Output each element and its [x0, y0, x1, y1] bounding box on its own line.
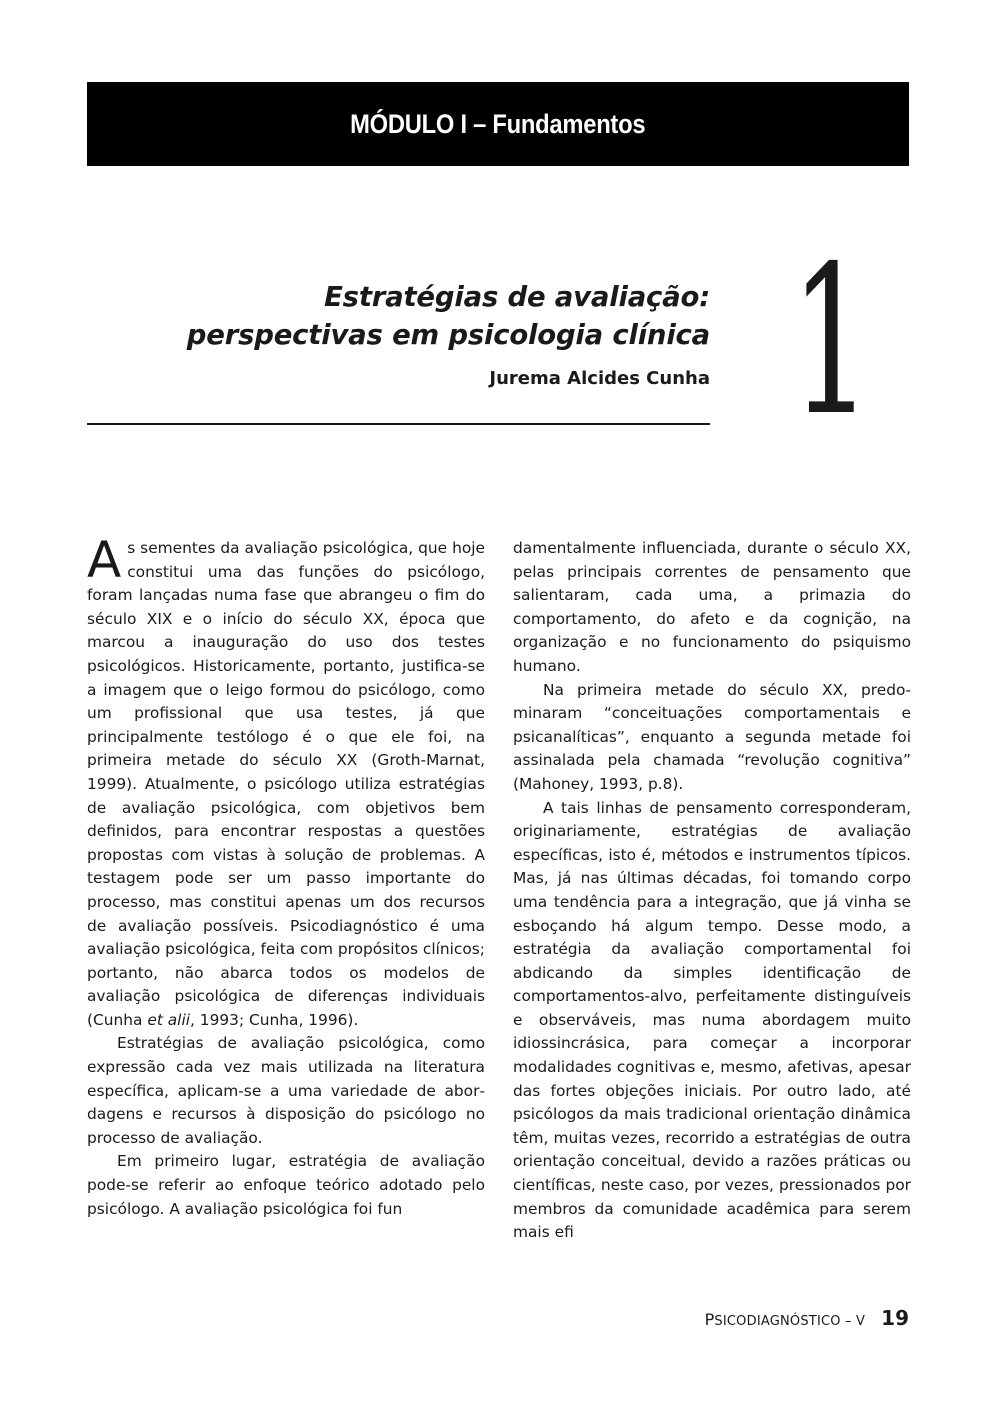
chapter-number: 1	[790, 223, 872, 461]
paragraph: Estratégias de avaliação psicológica, como expressão cada vez mais utilizada na literatura específica, aplicam-se a uma variedade de abordagens e recursos à disposição do psicólogo no processo de avaliação.	[87, 1034, 485, 1147]
chapter-author: Jurema Alcides Cunha	[489, 368, 710, 389]
running-footer	[705, 1310, 866, 1329]
page-footer	[705, 1306, 909, 1330]
module-banner	[87, 82, 909, 166]
chapter-title-line-1: Estratégias de avaliação:	[324, 281, 710, 313]
page-number: 19	[881, 1306, 909, 1330]
paragraph: damentalmente influenciada, durante o século XX, pelas principais correntes de pensamento que salientaram, cada uma, a primazia do comportamento, do afeto e da cognição, na organização e no funcionamento do psiquismo humano.	[513, 539, 911, 675]
paragraph-text: s sementes da avaliação psicológica, que hoje constitui uma das funções do psicólogo, foram lançadas numa fase que abrangeu o fim do século XIX e o início do século XX, época que marcou a inauguração do uso dos testes psicológicos. Historicamente, portanto, justifica-se a imagem que o leigo formou do psicólogo, como um profissional que usa testes, já que principalmente testólogo é o que ele foi, na primeira metade do século XX (Groth-Marnat, 1999). Atualmente, o psicólogo utiliza estratégias de avaliação psicológica, com objetivos bem definidos, para encontrar respostas a questões propostas com vistas à solução de problemas. A testagem pode ser um passo importante do processo, mas constitui apenas um dos recursos de avaliação possíveis. Psicodiagnóstico é uma avaliação psicológica, feita com propósitos clínicos; portanto, não abarca todos os modelos de avaliação psicológica de diferenças individuais (Cunha	[87, 539, 485, 1029]
chapter-title-line-2: perspectivas em psicologia clínica	[186, 319, 710, 351]
paragraph-italic: et alii	[147, 1010, 190, 1029]
drop-cap: A	[87, 531, 122, 589]
running-footer-initial: P	[704, 1310, 715, 1329]
paragraph: Em primeiro lugar, estratégia de avaliação pode-se referir ao enfoque teórico adotado pelo psicólogo. A avaliação psicológica foi fun	[87, 1152, 485, 1218]
chapter-heading	[87, 278, 710, 389]
text-column-left	[87, 531, 485, 1221]
running-footer-text: SICODIAGNÓSTICO – V	[714, 1314, 866, 1329]
module-title: MÓDULO I – Fundamentos	[350, 108, 646, 139]
text-column-right	[513, 537, 911, 1245]
paragraph	[87, 531, 485, 1032]
paragraph-text-end: , 1993; Cunha, 1996).	[190, 1010, 359, 1029]
title-divider	[87, 423, 710, 425]
paragraph: Na primeira metade do século XX, predominaram “conceituações comportamentais e psicanalíticas”, enquanto a segunda metade foi assinalada pela chamada “revolução cognitiva” (Mahoney, 1993, p.8).	[513, 680, 911, 793]
paragraph: A tais linhas de pensamento corresponderam, originariamente, estratégias de avaliação específicas, isto é, métodos e instrumentos típicos. Mas, já nas últimas décadas, foi tomando corpo uma tendência para a integração, que já vinha se esboçando há algum tempo. Desse modo, a estratégia da avaliação comportamental foi abdicando da simples identificação de comportamentos-alvo, perfeitamente distinguíveis e observáveis, mas numa abordagem muito idiossincrásica, para começar a incorporar modalidades cognitivas e, mesmo, afetivas, apesar das fortes objeções iniciais. Por outro lado, até psicólogos da mais tradicional orientação dinâmica têm, muitas vezes, recorrido a estratégias de outra orientação conceitual, devido a razões práticas ou científicas, neste caso, por vezes, pressionados por membros da comunidade acadêmica para serem mais efi	[513, 798, 911, 1242]
